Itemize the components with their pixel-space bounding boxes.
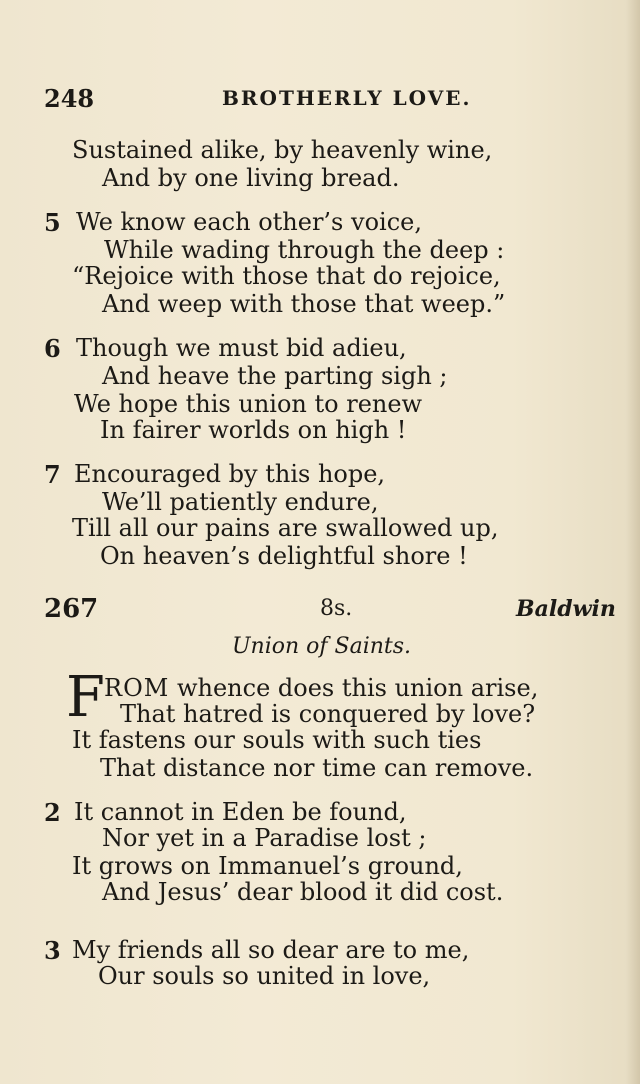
verse-5-line-1: We know each other’s voice, [76,208,422,236]
hymn-verse-2-line-3: It grows on Immanuel’s ground, [72,852,463,880]
hymn-verse-3-line-2: Our souls so united in love, [98,962,431,990]
hymn-meter: 8s. [320,596,353,621]
hymn-tune: Baldwin [516,596,616,622]
verse-6-line-2: And heave the parting sigh ; [102,362,448,390]
verse-5-line-2: While wading through the deep : [104,236,505,264]
verse-1-line-2: That hatred is conquered by love? [120,700,536,728]
verse-1-line-1 [104,674,538,702]
verse-5-line-4: And weep with those that weep.” [102,290,506,318]
carry-line-2: And by one living bread. [102,164,400,192]
hymn-number: 267 [44,594,99,624]
page-edge-shadow [626,0,640,1084]
verse-1-line-3: It fastens our souls with such ties [72,726,482,754]
verse-number-5: 5 [44,208,61,237]
hymn-verse-number-2: 2 [44,798,61,827]
verse-6-line-3: We hope this union to renew [74,390,423,418]
verse-7-line-4: On heaven’s delightful shore ! [100,542,468,570]
verse-7-line-3: Till all our pains are swallowed up, [72,514,499,542]
hymn-verse-2-line-1: It cannot in Eden be found, [74,798,407,826]
hymn-verse-2-line-4: And Jesus’ dear blood it did cost. [102,878,504,906]
verse-7-line-1: Encouraged by this hope, [74,460,386,488]
verse-1-line-1-rest: whence does this union arise, [176,674,539,702]
running-title: BROTHERLY LOVE. [222,86,472,110]
hymn-verse-3-line-1: My friends all so dear are to me, [72,936,470,964]
hymn-verse-2-line-2: Nor yet in a Paradise lost ; [102,824,427,852]
verse-6-line-1: Though we must bid adieu, [76,334,407,362]
verse-number-7: 7 [44,460,61,489]
hymn-verse-number-3: 3 [44,936,61,965]
verse-7-line-2: We’ll patiently endure, [102,488,379,516]
verse-1-first-word-rest: ROM [104,674,170,702]
verse-6-line-4: In fairer worlds on high ! [100,416,407,444]
carry-line-1: Sustained alike, by heavenly wine, [72,136,493,164]
verse-number-6: 6 [44,334,61,363]
verse-1-line-4: That distance nor time can remove. [100,754,534,782]
page-number: 248 [44,84,95,113]
drop-cap: F [66,665,105,730]
verse-5-line-3: “Rejoice with those that do rejoice, [72,262,501,290]
hymn-title: Union of Saints. [232,634,412,659]
